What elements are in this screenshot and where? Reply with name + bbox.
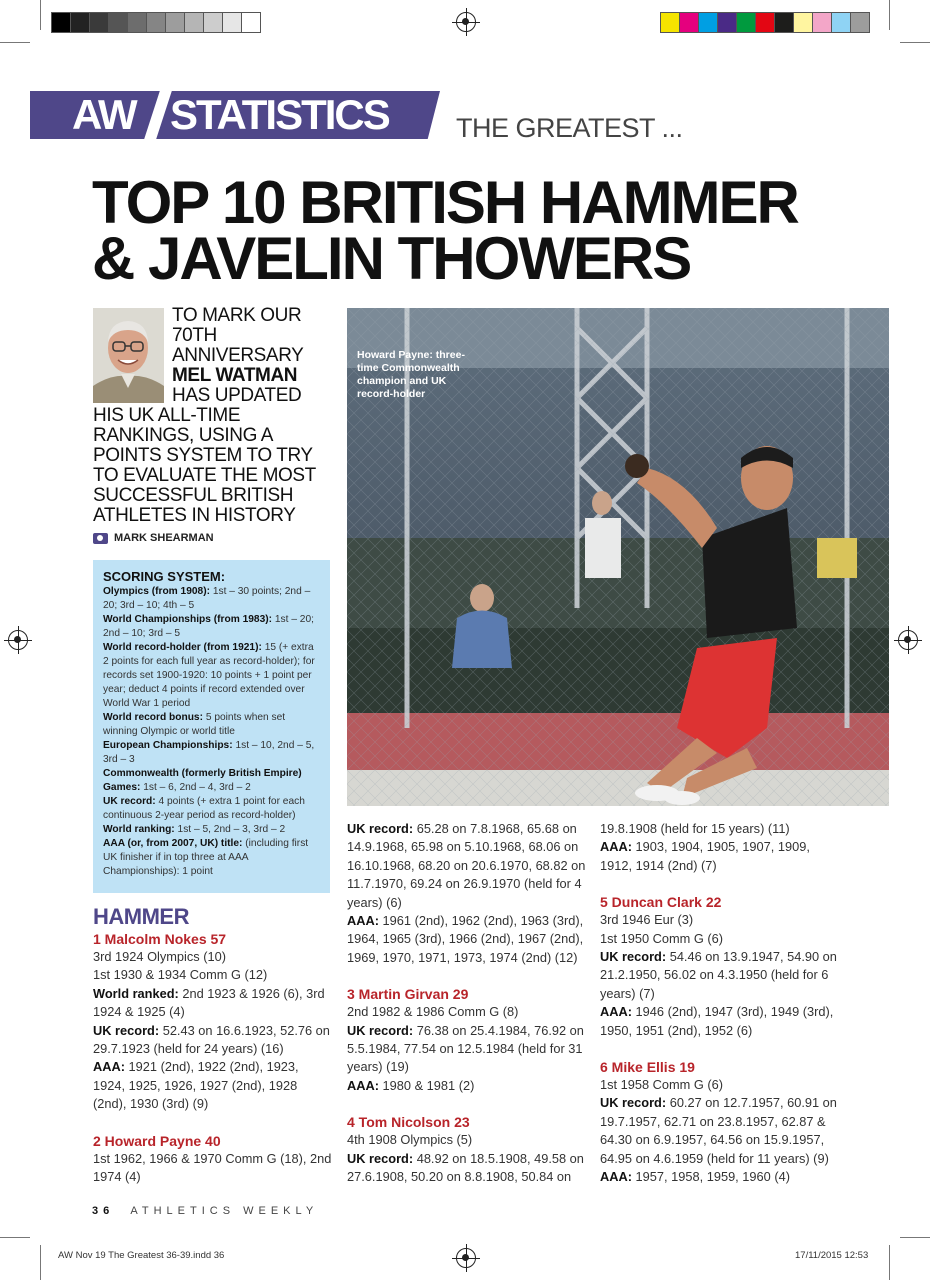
color-swatch [679, 12, 699, 33]
athlete-detail [600, 911, 840, 929]
section-subtitle: THE GREATEST ... [456, 113, 683, 143]
athlete-detail [600, 948, 840, 1003]
gray-swatch [203, 12, 223, 33]
scoring-item [103, 711, 320, 739]
crop-mark [900, 42, 930, 43]
detail-text: 2nd 1923 & 1926 (6), 3rd 1924 & 1925 (4) [93, 985, 325, 1020]
detail-label: World ranked: [93, 985, 179, 1001]
athlete-detail [93, 1150, 333, 1187]
scoring-item [103, 795, 320, 823]
scoring-item-label: World record bonus: [103, 712, 203, 723]
detail-text: 1st 1930 & 1934 Comm G (12) [93, 967, 268, 983]
detail-text: 60.27 on 12.7.1957, 60.91 on 19.7.1957, 62.71 on 23.8.1957, 62.87 & 64.30 on 6.9.1957, 64.56 on 15.9.1957, 64.95 on 4.6.1959 (held for 11 years) (9) [600, 1095, 837, 1166]
detail-text: 1921 (2nd), 1922 (2nd), 1923, 1924, 1925, 1926, 1927 (2nd), 1928 (2nd), 1930 (3rd) (9) [93, 1059, 299, 1112]
scoring-item-text: 1st – 30 points; 2nd – 20; 3rd – 10; 4th – 5 [103, 586, 311, 611]
detail-text: 1903, 1904, 1905, 1907, 1909, 1912, 1914 (2nd) (7) [600, 839, 810, 873]
intro-author: MEL WATMAN [172, 365, 298, 386]
color-swatch [812, 12, 832, 33]
crop-mark [0, 1237, 30, 1238]
athlete-detail [93, 985, 333, 1022]
detail-label: UK record: [600, 1095, 667, 1111]
detail-label: AAA: [347, 1077, 379, 1093]
detail-label: AAA: [600, 1004, 632, 1020]
page-number: 36 [92, 1205, 115, 1217]
detail-label: AAA: [600, 839, 632, 855]
scoring-item [103, 767, 320, 795]
slug-file: AW Nov 19 The Greatest 36-39.indd 36 [58, 1250, 225, 1261]
athlete-detail [600, 1094, 840, 1168]
intro-text-after: HAS UPDATED HIS UK ALL-TIME RANKINGS, USING A POINTS SYSTEM TO TRY TO EVALUATE THE MOST SUCCESSFUL BRITISH ATHLETES IN HISTORY [93, 385, 316, 526]
scoring-item-text: 15 (+ extra 2 points for each full year as record-holder); for records set 1900-1920: 10 points + 1 point per year; deduct 4 points if record extended over World War 1 period [103, 642, 315, 709]
scoring-item-label: European Championships: [103, 740, 233, 751]
column-1 [93, 930, 333, 1186]
scoring-item-text: 5 points when set winning Olympic or world title [103, 712, 286, 737]
gray-swatch [108, 12, 128, 33]
color-swatch [717, 12, 737, 33]
photo-credit [93, 532, 214, 544]
detail-label: UK record: [347, 821, 414, 836]
scoring-item-text: 1st – 6, 2nd – 4, 3rd – 2 [140, 782, 251, 793]
gray-swatch [146, 12, 166, 33]
detail-text: 1st 1962, 1966 & 1970 Comm G (18), 2nd 1974 (4) [93, 1150, 332, 1185]
section-name: STATISTICS [170, 91, 389, 138]
color-swatch [774, 12, 794, 33]
athlete-name: 3 Martin Girvan 29 [347, 986, 469, 1003]
scoring-item-text: (including first UK finisher if in top three at AAA Championships): 1 point [103, 838, 309, 877]
title-line-2: & JAVELIN THOWERS [92, 225, 691, 292]
athlete-detail [347, 820, 587, 912]
color-swatch [831, 12, 851, 33]
detail-text: 1961 (2nd), 1962 (2nd), 1963 (3rd), 1964, 1965 (3rd), 1966 (2nd), 1967 (2nd), 1969, 1970, 1971, 1973, 1974 (2nd) (12) [347, 913, 584, 965]
magazine-name: ATHLETICS WEEKLY [130, 1205, 319, 1217]
scoring-item [103, 585, 320, 613]
gray-swatch [89, 12, 109, 33]
athlete-name: 6 Mike Ellis 19 [600, 1059, 695, 1076]
detail-text: 48.92 on 18.5.1908, 49.58 on 27.6.1908, 50.20 on 8.8.1908, 50.84 on [347, 1150, 584, 1185]
crop-mark [889, 0, 890, 30]
athlete-detail [347, 912, 587, 967]
athlete-detail [93, 1058, 333, 1113]
athlete-detail [600, 820, 840, 838]
detail-label: AAA: [600, 1169, 632, 1185]
scoring-item-text: 1st – 10, 2nd – 5, 3rd – 3 [103, 740, 315, 765]
detail-label: UK record: [93, 1022, 160, 1038]
detail-label: AAA: [347, 913, 379, 929]
detail-text: 1957, 1958, 1959, 1960 (4) [632, 1169, 790, 1185]
registration-mark-bottom [456, 1248, 476, 1268]
page-folio [92, 1205, 318, 1217]
athlete-name: 1 Malcolm Nokes 57 [93, 931, 227, 947]
athlete-detail [93, 966, 333, 984]
column-2 [347, 820, 587, 1187]
athlete-detail [600, 1003, 840, 1040]
detail-label: UK record: [347, 1150, 414, 1166]
crop-mark [40, 1245, 41, 1280]
scoring-item [103, 739, 320, 767]
brand-logo: AW [72, 91, 136, 138]
column-3 [600, 820, 840, 1187]
crop-mark [40, 0, 41, 30]
athlete-detail [600, 838, 840, 875]
gray-swatch [241, 12, 261, 33]
scoring-item-text: 4 points (+ extra 1 point for each continuous 2-year period as record-holder) [103, 796, 305, 821]
crop-mark [0, 42, 30, 43]
gray-swatch [127, 12, 147, 33]
athlete-detail [600, 930, 840, 948]
photo-caption: Howard Payne: three-time Commonwealth champion and UK record-holder [357, 349, 465, 400]
gray-swatch [165, 12, 185, 33]
athlete-detail [347, 1003, 587, 1021]
athlete-detail [93, 1022, 333, 1059]
detail-text: 19.8.1908 (held for 15 years) (11) [600, 821, 790, 836]
scoring-item [103, 641, 320, 711]
page-title [92, 169, 892, 292]
athlete-detail [347, 1131, 587, 1149]
detail-text: 4th 1908 Olympics (5) [347, 1132, 473, 1148]
detail-text: 65.28 on 7.8.1968, 65.68 on 14.9.1968, 65.98 on 5.10.1968, 68.06 on 16.10.1968, 68.20 on 20.6.1970, 68.82 on 11.7.1970, 69.24 on 26.9.1970 (held for 4 years) (6) [347, 821, 586, 910]
gray-swatch [222, 12, 242, 33]
detail-text: 52.43 on 16.6.1923, 52.76 on 29.7.1923 (held for 24 years) (16) [93, 1022, 330, 1057]
scoring-item [103, 823, 320, 837]
scoring-item [103, 613, 320, 641]
camera-icon [93, 533, 108, 544]
athlete-detail [347, 1150, 587, 1187]
crop-mark [889, 1245, 890, 1280]
detail-text: 54.46 on 13.9.1947, 54.90 on 21.2.1950, 56.02 on 4.3.1950 (held for 6 years) (7) [600, 949, 837, 1001]
detail-label: AAA: [93, 1059, 125, 1075]
scoring-list [103, 585, 320, 879]
hammer-heading: HAMMER [93, 904, 189, 929]
scoring-item-label: World ranking: [103, 824, 175, 835]
title-line-1: TOP 10 BRITISH HAMMER [92, 169, 798, 236]
scoring-item-label: World record-holder (from 1921): [103, 642, 262, 653]
gray-swatch [51, 12, 71, 33]
detail-text: 3rd 1924 Olympics (10) [93, 949, 226, 964]
detail-text: 3rd 1946 Eur (3) [600, 912, 694, 928]
athlete-name: 2 Howard Payne 40 [93, 1132, 221, 1149]
color-swatch [755, 12, 775, 33]
detail-text: 1st 1958 Comm G (6) [600, 1077, 724, 1093]
scoring-item-label: Commonwealth (formerly British Empire) Games: [103, 768, 302, 793]
photographer-name: MARK SHEARMAN [114, 532, 214, 544]
scoring-item-label: UK record: [103, 796, 156, 807]
detail-label: UK record: [347, 1022, 414, 1038]
color-swatch [736, 12, 756, 33]
detail-text: 1980 & 1981 (2) [379, 1077, 475, 1093]
registration-mark-right [898, 630, 918, 650]
process-colorbar [660, 12, 869, 33]
scoring-item-text: 1st – 5, 2nd – 3, 3rd – 2 [174, 824, 286, 835]
scoring-item-label: World Championships (from 1983): [103, 614, 273, 625]
scoring-item [103, 837, 320, 879]
registration-mark-top [456, 12, 476, 32]
grayscale-colorbar [51, 12, 260, 33]
detail-text: 1946 (2nd), 1947 (3rd), 1949 (3rd), 1950, 1951 (2nd), 1952 (6) [600, 1004, 834, 1038]
detail-label: UK record: [600, 949, 667, 965]
detail-text: 1st 1950 Comm G (6) [600, 930, 724, 946]
scoring-item-text: 1st – 20; 2nd – 10; 3rd – 5 [103, 614, 314, 639]
detail-text: 2nd 1982 & 1986 Comm G (8) [347, 1004, 519, 1020]
color-swatch [660, 12, 680, 33]
athlete-detail [93, 948, 333, 966]
athlete-name: 4 Tom Nicolson 23 [347, 1114, 470, 1131]
scoring-system-box [93, 560, 330, 893]
intro-text-before: TO MARK OUR 70TH ANNIVERSARY [172, 305, 304, 366]
color-swatch [793, 12, 813, 33]
gray-swatch [70, 12, 90, 33]
detail-text: 76.38 on 25.4.1984, 76.92 on 5.5.1984, 77.54 on 12.5.1984 (held for 31 years) (19) [347, 1022, 584, 1075]
scoring-item-label: AAA (or, from 2007, UK) title: [103, 838, 243, 849]
crop-mark [900, 1237, 930, 1238]
athlete-detail [600, 1076, 840, 1094]
athlete-name: 5 Duncan Clark 22 [600, 894, 722, 911]
slug-date: 17/11/2015 12:53 [795, 1250, 869, 1261]
gray-swatch [184, 12, 204, 33]
registration-mark-left [8, 630, 28, 650]
athlete-detail [600, 1168, 840, 1186]
color-swatch [850, 12, 870, 33]
color-swatch [698, 12, 718, 33]
scoring-item-label: Olympics (from 1908): [103, 586, 211, 597]
athlete-detail [347, 1077, 587, 1095]
athlete-detail [347, 1022, 587, 1077]
scoring-title: SCORING SYSTEM: [103, 569, 226, 584]
intro-standfirst [93, 306, 333, 526]
